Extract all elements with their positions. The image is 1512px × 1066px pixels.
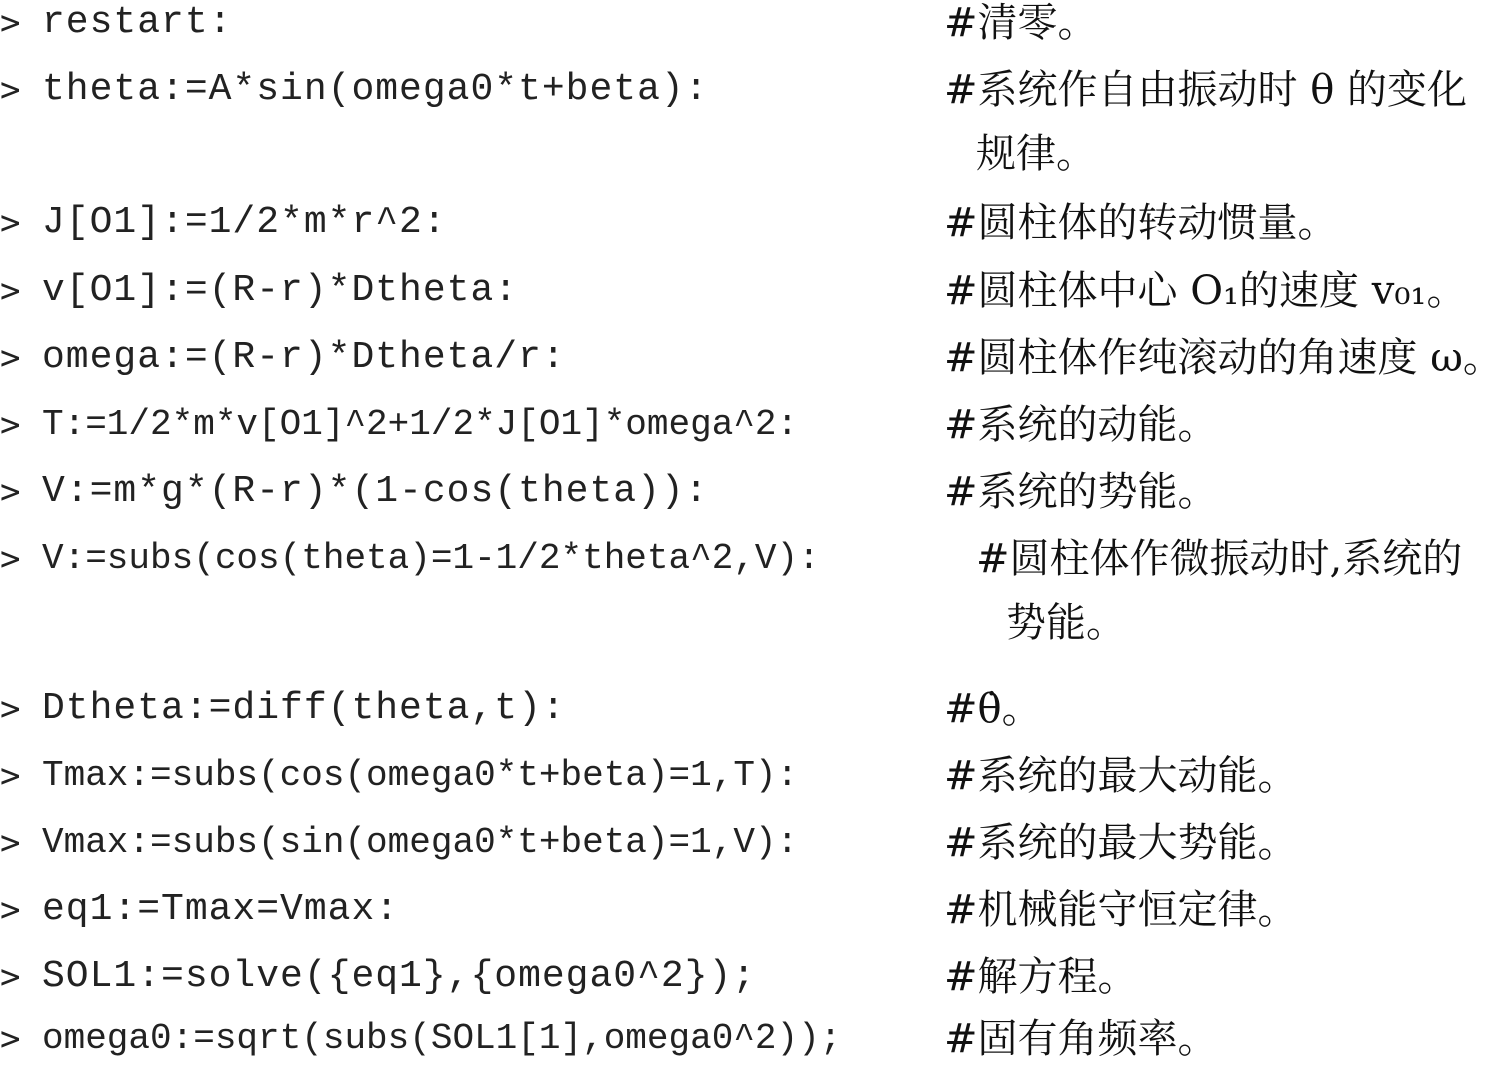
code-comment: #清零。 (944, 0, 1098, 46)
code-comment: #解方程。 (944, 954, 1138, 1000)
worksheet-line (0, 67, 1512, 117)
worksheet-line (0, 686, 1512, 736)
code-comment: #机械能守恒定律。 (944, 887, 1298, 933)
prompt-symbol: > (0, 756, 21, 796)
code-comment: #系统的动能。 (944, 402, 1218, 448)
code-comment: #系统的最大势能。 (944, 820, 1298, 866)
code-input[interactable]: Vmax:=subs(sin(omega0*t+beta)=1,V): (42, 822, 799, 863)
code-comment: #θ̇。 (944, 686, 1042, 732)
prompt-symbol: > (0, 823, 21, 863)
worksheet-line (0, 469, 1512, 519)
worksheet-line (0, 402, 1512, 452)
worksheet-line (0, 753, 1512, 803)
worksheet-line (0, 0, 1512, 50)
prompt-symbol: > (0, 539, 21, 579)
code-input[interactable]: omega0:=sqrt(subs(SOL1[1],omega0^2)); (42, 1018, 842, 1059)
code-input[interactable]: restart: (42, 1, 233, 44)
prompt-symbol: > (0, 3, 21, 43)
worksheet-line (0, 335, 1512, 385)
code-input[interactable]: V:=m*g*(R-r)*(1-cos(theta)): (42, 470, 709, 513)
worksheet-line (0, 954, 1512, 1004)
code-comment: #圆柱体中心 O₁的速度 v₀₁。 (944, 268, 1467, 314)
code-comment: #圆柱体作微振动时,系统的 (976, 536, 1463, 582)
prompt-symbol: > (0, 1019, 21, 1059)
prompt-symbol: > (0, 70, 21, 110)
code-input[interactable]: Dtheta:=diff(theta,t): (42, 687, 566, 730)
prompt-symbol: > (0, 472, 21, 512)
prompt-symbol: > (0, 203, 21, 243)
code-input[interactable]: SOL1:=solve({eq1},{omega0^2}); (42, 955, 757, 998)
prompt-symbol: > (0, 271, 21, 311)
code-comment-continuation: 势能。 (1006, 600, 1126, 646)
worksheet-line (0, 536, 1512, 586)
worksheet-line (0, 887, 1512, 937)
worksheet-line (0, 1016, 1512, 1066)
code-input[interactable]: Tmax:=subs(cos(omega0*t+beta)=1,T): (42, 755, 799, 796)
code-comment: #固有角频率。 (944, 1016, 1218, 1062)
prompt-symbol: > (0, 890, 21, 930)
worksheet-line (0, 200, 1512, 250)
code-input[interactable]: v[O1]:=(R-r)*Dtheta: (42, 269, 519, 312)
worksheet-line (0, 820, 1512, 870)
prompt-symbol: > (0, 405, 21, 445)
prompt-symbol: > (0, 957, 21, 997)
code-input[interactable]: eq1:=Tmax=Vmax: (42, 888, 400, 931)
code-input[interactable]: omega:=(R-r)*Dtheta/r: (42, 336, 566, 379)
code-comment: #圆柱体的转动惯量。 (944, 200, 1338, 246)
code-input[interactable]: J[O1]:=1/2*m*r^2: (42, 201, 447, 244)
code-input[interactable]: V:=subs(cos(theta)=1-1/2*theta^2,V): (42, 538, 820, 579)
code-input[interactable]: theta:=A*sin(omega0*t+beta): (42, 68, 709, 111)
code-comment: #系统的最大动能。 (944, 753, 1298, 799)
code-comment: #系统的势能。 (944, 469, 1218, 515)
worksheet-line (0, 268, 1512, 318)
prompt-symbol: > (0, 338, 21, 378)
prompt-symbol: > (0, 689, 21, 729)
code-input[interactable]: T:=1/2*m*v[O1]^2+1/2*J[O1]*omega^2: (42, 404, 799, 445)
code-comment: #圆柱体作纯滚动的角速度 ω。 (944, 335, 1503, 381)
code-comment-continuation: 规律。 (976, 131, 1096, 177)
code-comment: #系统作自由振动时 θ 的变化 (944, 67, 1468, 113)
